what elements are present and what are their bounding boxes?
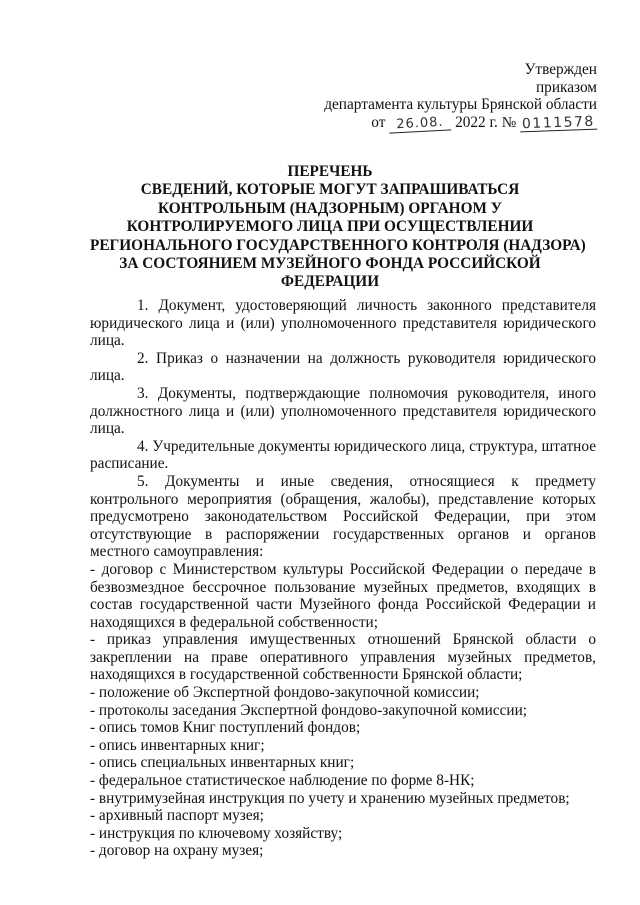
list-item: - приказ управления имущественных отношений Брянской области о закреплении на праве оперативного управления музейных предметов, находящихся в государственной собственности Брянской области; bbox=[90, 631, 596, 684]
paragraph-3: 3. Документы, подтверждающие полномочия руководителя, иного должностного лица и (или) уполномоченного представителя юридического лица. bbox=[90, 384, 596, 438]
list-item: - опись специальных инвентарных книг; bbox=[90, 754, 355, 772]
title-line-6: ЗА СОСТОЯНИЕМ МУЗЕЙНОГО ФОНДА РОССИЙСКОЙ bbox=[119, 255, 541, 273]
approval-line-date bbox=[324, 114, 597, 132]
list-item: - опись инвентарных книг; bbox=[90, 736, 265, 754]
list-item: - договор с Министерством культуры Российской Федерации о передаче в безвозмездное бессрочное пользование музейных предметов, входящих в состав государственной части Музейного фонда Российской Федерации и находящихся в федеральной собственности; bbox=[90, 560, 596, 631]
list-item: - инструкция по ключевому хозяйству; bbox=[90, 824, 343, 842]
paragraph-2: 2. Приказ о назначении на должность руководителя юридического лица. bbox=[90, 349, 596, 385]
document-title bbox=[90, 163, 586, 292]
approval-block bbox=[324, 61, 597, 132]
list-item: - протоколы заседания Экспертной фондово-закупочной комиссии; bbox=[90, 701, 528, 719]
list-item: - внутримузейная инструкция по учету и хранению музейных предметов; bbox=[90, 789, 570, 807]
paragraph-4: 4. Учредительные документы юридического лица, структура, штатное расписание. bbox=[90, 437, 596, 473]
handwritten-date: 26.08. bbox=[389, 115, 452, 133]
list-item: - федеральное статистическое наблюдение по форме 8-НК; bbox=[90, 772, 475, 790]
title-line-5: РЕГИОНАЛЬНОГО ГОСУДАРСТВЕННОГО КОНТРОЛЯ (НАДЗОРА) bbox=[90, 236, 586, 254]
title-line-3: КОНТРОЛЬНЫМ (НАДЗОРНЫМ) ОРГАНОМ У bbox=[158, 199, 502, 217]
list-item: - архивный паспорт музея; bbox=[90, 807, 264, 825]
list-item: - опись томов Книг поступлений фондов; bbox=[90, 719, 361, 737]
list-item: - договор на охрану музея; bbox=[90, 842, 264, 860]
title-line-1: ПЕРЕЧЕНЬ bbox=[287, 163, 373, 180]
approval-date-prefix: от bbox=[371, 113, 386, 131]
list-item: - положение об Экспертной фондово-закупочной комиссии; bbox=[90, 684, 480, 702]
handwritten-number: 0111578 bbox=[521, 113, 596, 133]
title-line-2: СВЕДЕНИЙ, КОТОРЫЕ МОГУТ ЗАПРАШИВАТЬСЯ bbox=[140, 181, 520, 199]
approval-line-order: приказом bbox=[535, 78, 597, 96]
title-line-4: КОНТРОЛИРУЕМОГО ЛИЦА ПРИ ОСУЩЕСТВЛЕНИИ bbox=[126, 218, 534, 236]
title-line-7: ФЕДЕРАЦИИ bbox=[280, 273, 380, 291]
approval-line-approved: Утвержден bbox=[524, 61, 597, 78]
paragraph-5: 5. Документы и иные сведения, относящиеся к предмету контрольного мероприятия (обращения, жалобы), представление которых предусмотрено законодательством Российской Федерации, при этом отсутствующие в распоряжении государственных органов и органов местного самоуправления: bbox=[90, 472, 596, 561]
approval-year: 2022 г. № bbox=[455, 113, 517, 131]
approval-line-department: департамента культуры Брянской области bbox=[324, 96, 597, 114]
paragraph-1: 1. Документ, удостоверяющий личность законного представителя юридического лица и (или) уполномоченного представителя юридического лица. bbox=[90, 297, 596, 350]
document-body bbox=[90, 297, 596, 860]
